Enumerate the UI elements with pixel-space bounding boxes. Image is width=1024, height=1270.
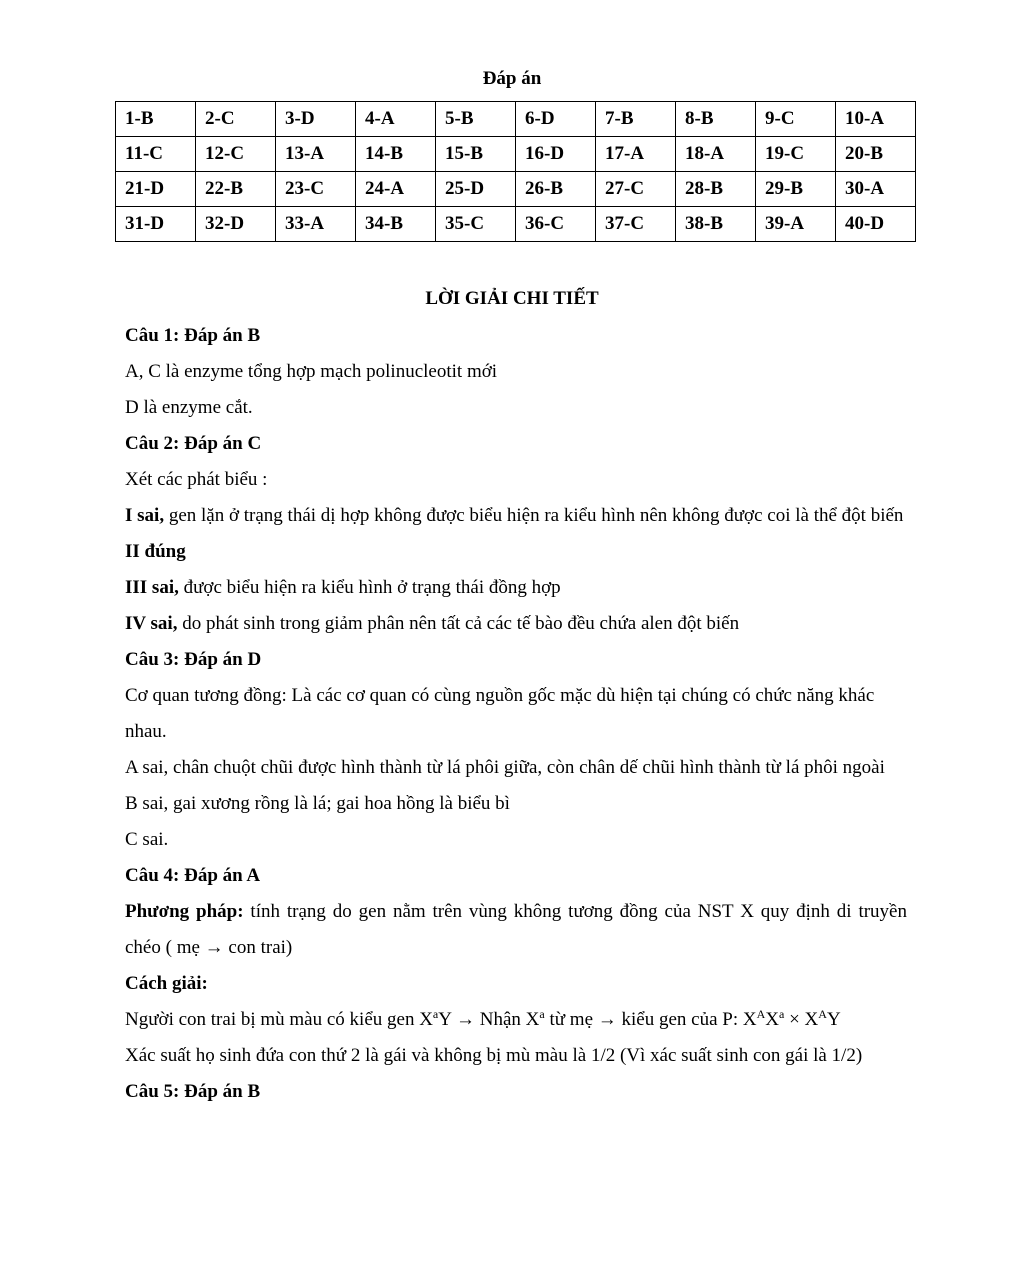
answer-cell: 28-B	[676, 172, 756, 207]
q2-statement-3	[125, 570, 907, 606]
answer-cell: 30-A	[836, 172, 916, 207]
answer-cell: 29-B	[756, 172, 836, 207]
q3-heading: Câu 3: Đáp án D	[125, 649, 262, 670]
answer-cell: 24-A	[356, 172, 436, 207]
q4-paragraph-1	[125, 1002, 907, 1038]
q2-intro: Xét các phát biểu :	[125, 469, 268, 490]
answer-cell: 6-D	[516, 102, 596, 137]
q4-p1-part-f: Y	[826, 1009, 841, 1030]
answer-cell: 12-C	[196, 137, 276, 172]
q2-statement-1-label: I sai,	[125, 505, 165, 526]
answer-row	[116, 137, 916, 172]
answer-cell: 2-C	[196, 102, 276, 137]
answer-cell: 19-C	[756, 137, 836, 172]
answer-cell: 36-C	[516, 207, 596, 242]
answer-cell: 4-A	[356, 102, 436, 137]
q1-heading: Câu 1: Đáp án B	[125, 325, 261, 346]
answer-cell: 20-B	[836, 137, 916, 172]
q4-method-label: Phương pháp:	[125, 901, 244, 922]
q4-p1-part-c: từ mẹ → kiểu gen của P: X	[544, 1009, 757, 1030]
q4-heading: Câu 4: Đáp án A	[125, 865, 261, 886]
q4-sup-a-1: a	[432, 1007, 439, 1021]
q4-p1-part-d: X	[765, 1009, 780, 1030]
q3-line-2: A sai, chân chuột chũi được hình thành từ lá phôi giữa, còn chân dế chũi hình thành từ lá phôi ngoài	[125, 757, 885, 778]
q1-line-2: D là enzyme cắt.	[125, 397, 253, 418]
answer-cell: 16-D	[516, 137, 596, 172]
q1-line-1: A, C là enzyme tổng hợp mạch polinucleotit mới	[125, 361, 498, 382]
answer-cell: 34-B	[356, 207, 436, 242]
q4-paragraph-2: Xác suất họ sinh đứa con thứ 2 là gái và không bị mù màu là 1/2 (Vì xác suất sinh con gái là 1/2)	[125, 1045, 863, 1066]
answer-cell: 32-D	[196, 207, 276, 242]
q2-statement-4-label: IV sai,	[125, 613, 178, 634]
answer-cell: 35-C	[436, 207, 516, 242]
answer-cell: 27-C	[596, 172, 676, 207]
q2-heading: Câu 2: Đáp án C	[125, 433, 262, 454]
answer-key-title: Đáp án	[482, 68, 542, 89]
q4-method-text: tính trạng do gen nằm trên vùng không tương đồng của NST X quy định di truyền chéo ( mẹ → con trai)	[125, 901, 907, 958]
answer-cell: 8-B	[676, 102, 756, 137]
q4-p1-part-e: × X	[784, 1009, 819, 1030]
answer-cell: 22-B	[196, 172, 276, 207]
answer-cell: 37-C	[596, 207, 676, 242]
q2-statement-4-text: do phát sinh trong giảm phân nên tất cả các tế bào đều chứa alen đột biến	[177, 613, 740, 634]
q4-p1-part-b: Y → Nhận X	[438, 1009, 540, 1030]
q3-line-1: Cơ quan tương đồng: Là các cơ quan có cùng nguồn gốc mặc dù hiện tại chúng có chức năng khác nhau.	[125, 685, 875, 742]
q4-method	[125, 894, 907, 966]
answer-cell: 38-B	[676, 207, 756, 242]
answer-cell: 7-B	[596, 102, 676, 137]
answer-cell: 21-D	[116, 172, 196, 207]
answer-row	[116, 172, 916, 207]
answer-cell: 9-C	[756, 102, 836, 137]
answer-cell: 31-D	[116, 207, 196, 242]
q2-statement-1	[125, 498, 907, 534]
answer-row	[116, 102, 916, 137]
q4-solution-label: Cách giải:	[125, 973, 208, 994]
answer-cell: 1-B	[116, 102, 196, 137]
q2-statement-1-text: gen lặn ở trạng thái dị hợp không được biểu hiện ra kiểu hình nên không được coi là thể đột biến	[164, 505, 904, 526]
q2-statement-4	[125, 606, 907, 642]
q4-sup-A-1: A	[756, 1007, 766, 1021]
answer-cell: 14-B	[356, 137, 436, 172]
answer-row	[116, 207, 916, 242]
detailed-solution-title: LỜI GIẢI CHI TIẾT	[425, 288, 599, 309]
answer-cell: 26-B	[516, 172, 596, 207]
q2-statement-3-label: III sai,	[125, 577, 179, 598]
q4-sup-A-2: A	[818, 1007, 827, 1021]
answer-cell: 25-D	[436, 172, 516, 207]
answer-cell: 40-D	[836, 207, 916, 242]
solution-body	[125, 318, 907, 1110]
q5-heading: Câu 5: Đáp án B	[125, 1081, 261, 1102]
q4-sup-a-2: a	[539, 1007, 545, 1021]
answer-cell: 23-C	[276, 172, 356, 207]
q4-p1-part-a: Người con trai bị mù màu có kiểu gen X	[125, 1009, 433, 1030]
q2-statement-2: II đúng	[125, 541, 186, 562]
answer-cell: 17-A	[596, 137, 676, 172]
answer-cell: 18-A	[676, 137, 756, 172]
answer-cell: 10-A	[836, 102, 916, 137]
answer-cell: 11-C	[116, 137, 196, 172]
answer-cell: 39-A	[756, 207, 836, 242]
answer-cell: 13-A	[276, 137, 356, 172]
q3-line-3: B sai, gai xương rồng là lá; gai hoa hồng là biểu bì	[125, 793, 510, 814]
q4-sup-a-3: a	[779, 1007, 785, 1021]
answer-cell: 5-B	[436, 102, 516, 137]
answer-key-table	[115, 101, 916, 242]
q3-line-4: C sai.	[125, 829, 169, 850]
q2-statement-3-text: được biểu hiện ra kiểu hình ở trạng thái đồng hợp	[178, 577, 561, 598]
answer-cell: 3-D	[276, 102, 356, 137]
answer-cell: 33-A	[276, 207, 356, 242]
answer-cell: 15-B	[436, 137, 516, 172]
